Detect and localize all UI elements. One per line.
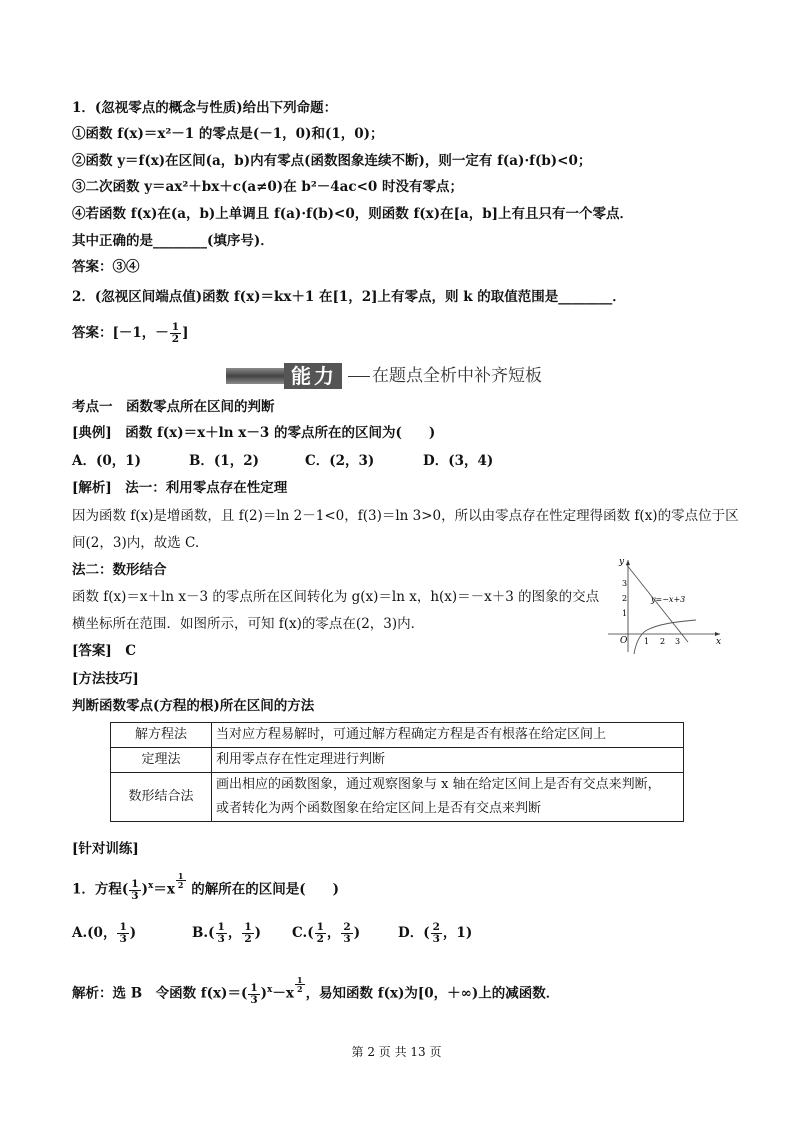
q2-answer-num: 1	[171, 321, 180, 333]
graph-origin: O	[620, 636, 628, 646]
function-graph	[604, 556, 724, 656]
graph-y-tick-2: 2	[622, 594, 628, 603]
opt-c-frac1: $\frac{1}{2}$	[316, 921, 324, 945]
tq-exp-fraction	[176, 872, 186, 889]
graph-x-tick-1: 1	[644, 637, 650, 646]
opt-a-pre: A.(0，	[72, 925, 117, 941]
q1-item-4: ④若函数 f(x)在(a，b)上单调且 f(a)·f(b)<0，则函数 f(x)在[a，b]上有且只有一个零点．	[72, 206, 634, 222]
training-solution	[72, 976, 559, 1006]
graph-y-label: y	[619, 557, 625, 567]
opt-d-suf: ，1)	[442, 925, 473, 941]
q2-answer-prefix: 答案：[－1，－	[72, 325, 169, 341]
q1-item-2: ②函数 y＝f(x)在区间(a，b)内有零点(函数图象连续不断)，则一定有 f(a)·f(b)<0；	[72, 153, 592, 169]
method2-line-2: 横坐标所在范围．如图所示，可知 f(x)的零点在(2，3)内．	[72, 616, 425, 632]
method-name: 数形结合法	[111, 773, 212, 822]
method-desc: 当对应方程易解时，可通过解方程确定方程是否有根落在给定区间上	[212, 723, 684, 748]
method2-heading: 法二：数形结合	[72, 562, 167, 578]
page-footer: 第 2 页 共 13 页	[351, 1045, 442, 1059]
method2-line-1: 函数 f(x)＝x＋ln x－3 的零点所在区间转化为 g(x)＝ln x，h(x)＝－x＋3 的图象的交点	[72, 589, 600, 605]
tq-exp-num: 1	[177, 871, 184, 881]
q1-item-3: ③二次函数 y＝ax²＋bx＋c(a≠0)在 b²－4ac<0 时没有零点；	[72, 179, 464, 195]
training-heading: [针对训练]	[72, 841, 139, 857]
banner-dash	[348, 376, 370, 377]
opt-b-frac2: $\frac{1}{2}$	[244, 921, 252, 945]
table-row	[111, 773, 684, 822]
tips-title: 判断函数零点(方程的根)所在区间的方法	[72, 698, 315, 714]
q2-answer-suffix: ]	[182, 325, 189, 341]
banner-bar-left	[226, 368, 284, 384]
method-name: 解方程法	[111, 723, 212, 748]
topic-heading: 考点一 函数零点所在区间的判断	[72, 399, 275, 415]
opt-b-suf: )	[254, 925, 262, 941]
tq-prefix: 1．方程(	[72, 881, 129, 898]
section-banner	[226, 362, 566, 390]
opt-b-pre: B.(	[192, 925, 215, 941]
table-row	[111, 723, 684, 748]
training-option-d	[398, 922, 472, 945]
method1-line-1: 因为函数 f(x)是增函数，且 f(2)＝ln 2－1<0，f(3)＝ln 3>0，所以由零点存在性定理得函数 f(x)的零点位于区	[72, 508, 739, 524]
sol-suffix: ，易知函数 f(x)为[0，＋∞)上的减函数．	[305, 985, 560, 1002]
example-option-d: D．(3，4)	[423, 453, 494, 469]
sol-exp-fraction: 1 2	[296, 975, 303, 994]
tq-mid: )	[141, 881, 148, 898]
q2-text: 2．(忽视区间端点值)函数 f(x)＝kx＋1 在[1，2]上有零点，则 k 的取值范围是________．	[72, 289, 626, 305]
example-stem: [典例] 函数 f(x)＝x＋ln x－3 的零点所在的区间为( )	[72, 425, 436, 441]
example-answer: [答案] C	[72, 643, 137, 659]
graph-x-tick-2: 2	[660, 637, 666, 646]
example-option-b: B．(1，2)	[189, 453, 259, 469]
table-row	[111, 748, 684, 773]
tq-exp: x	[147, 881, 154, 891]
graph-y-tick-1: 1	[622, 609, 628, 618]
tq-fraction	[129, 879, 140, 902]
method1-line-2: 间(2，3)内，故选 C.	[72, 535, 200, 551]
q2-answer-den: 2	[171, 333, 180, 345]
q1-answer: 答案：③④	[72, 259, 140, 275]
methods-table	[110, 722, 684, 822]
q1-heading: 1．(忽视零点的概念与性质)给出下列命题：	[72, 100, 338, 116]
method-desc-line-2: 或者转化为两个函数图象在给定区间上是否有交点来判断	[216, 801, 542, 816]
tq-eq: ＝x	[153, 881, 175, 898]
graph-y-tick-3: 3	[622, 579, 628, 588]
graph-x-tick-3: 3	[675, 637, 681, 646]
banner-subtitle: 在题点全析中补齐短板	[372, 366, 542, 386]
training-option-a	[72, 922, 136, 945]
q1-item-1: ①函数 f(x)＝x²－1 的零点是(－1，0)和(1，0)；	[72, 126, 384, 142]
training-option-c: C.( $\frac{1}{2}$ ， $\frac{2}{3}$ )	[292, 921, 361, 945]
tips-heading: [方法技巧]	[72, 671, 139, 687]
graph-x-arrow	[715, 632, 720, 636]
opt-d-frac: $\frac{2}{3}$	[432, 921, 440, 945]
q2-answer	[72, 322, 188, 345]
sol-fraction: $\frac{1}{3}$	[250, 981, 258, 1006]
training-option-b: B.( $\frac{1}{3}$ ， $\frac{1}{2}$ )	[192, 921, 262, 945]
sol-prefix: 解析：选 B 令函数 f(x)＝(	[72, 985, 248, 1002]
graph-line-label: y=−x+3	[651, 595, 686, 604]
opt-c-suf: )	[353, 925, 361, 941]
method-desc: 利用零点存在性定理进行判断	[212, 748, 684, 773]
sol-minus: －x	[272, 985, 294, 1002]
training-question	[72, 872, 339, 902]
analysis-heading: [解析] 法一：利用零点存在性定理	[72, 480, 288, 496]
q2-answer-fraction	[170, 322, 181, 345]
example-option-c: C．(2，3)	[305, 453, 375, 469]
sol-mid: )	[260, 985, 268, 1002]
q1-ask: 其中正确的是________(填序号)．	[72, 233, 274, 249]
opt-c-frac2: $\frac{2}{3}$	[343, 921, 351, 945]
method-desc	[212, 773, 684, 822]
opt-d-pre: D．(	[398, 925, 430, 941]
opt-a-suf: )	[129, 925, 137, 941]
tq-fraction-den: 3	[131, 889, 139, 902]
method-name: 定理法	[111, 748, 212, 773]
tq-exp-den: 2	[177, 880, 184, 890]
example-option-a: A．(0，1)	[72, 453, 142, 469]
opt-b-frac1: $\frac{1}{3}$	[217, 921, 225, 945]
opt-a-frac: $\frac{1}{3}$	[119, 921, 127, 945]
graph-x-label: x	[716, 637, 722, 647]
tq-fraction-num: 1	[131, 877, 139, 890]
tq-suffix: 的解所在的区间是( )	[191, 881, 339, 898]
banner-title: 能力	[291, 364, 337, 388]
sol-exp: x	[267, 985, 273, 995]
opt-c-pre: C.(	[292, 925, 314, 941]
method-desc-line-1: 画出相应的函数图象，通过观察图象与 x 轴在给定区间上是否有交点来判断，	[216, 777, 661, 792]
